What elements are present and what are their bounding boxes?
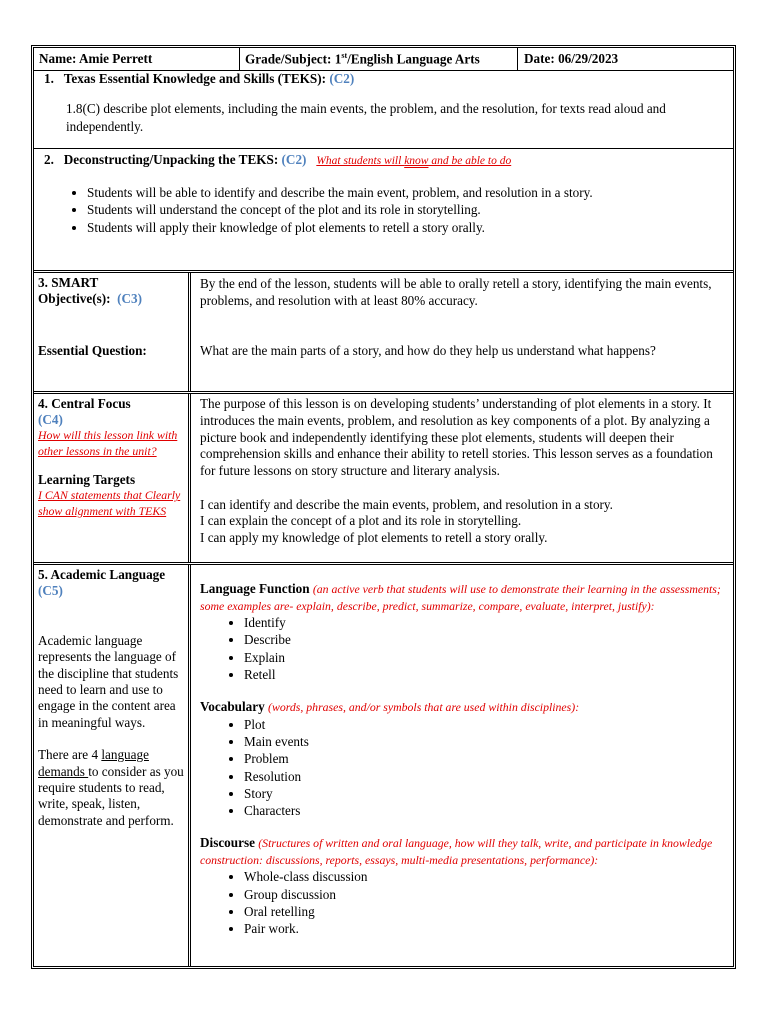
- language-function-label: Language Function: [200, 581, 310, 596]
- essential-question-text: What are the main parts of a story, and how do they help us understand what happens?: [200, 343, 656, 358]
- list-item: • Students will be able to identify and describe the main event, problem, and resolution in a story.: [87, 184, 723, 201]
- central-focus-code: (C4): [38, 412, 63, 427]
- grade-cell: [245, 51, 480, 67]
- header-divider-2: [517, 48, 518, 70]
- unpacking-number: 2.: [44, 152, 54, 167]
- grade-rest: /English Language Arts: [347, 51, 480, 67]
- academic-language-label-cell: [34, 565, 191, 966]
- learning-targets-hint: I CAN statements that Clearly show alignment with TEKS: [38, 488, 181, 518]
- smart-content-cell: [194, 273, 733, 391]
- list-item: • Problem: [244, 750, 727, 767]
- list-item: • Story: [244, 785, 727, 802]
- teks-number: 1.: [44, 71, 54, 86]
- name-cell: [39, 51, 152, 67]
- unpacking-code: (C2): [281, 152, 307, 167]
- list-item: • Pair work.: [244, 920, 727, 937]
- list-item: • Oral retelling: [244, 903, 727, 920]
- discourse-list: [200, 868, 727, 937]
- vocabulary-list: [200, 716, 727, 820]
- learning-targets-label: Learning Targets: [38, 472, 136, 487]
- grade-label: Grade/Subject:: [245, 51, 332, 67]
- central-focus-text: The purpose of this lesson is on developing students’ understanding of plot elements in a story. It introduces the main events, problem, and resolution as key components of a plot. By analyzing a picture book and independently identifying these plot elements, students will deepen their comprehension skills and enhance their ability to retell stories. This lesson serves as a foundation for future lessons on story structure and literary analysis.: [200, 396, 713, 479]
- vocabulary-label: Vocabulary: [200, 699, 265, 715]
- central-focus-hint: How will this lesson link with other lessons in the unit?: [38, 428, 178, 458]
- discourse: [200, 835, 727, 868]
- list-item: • Describe: [244, 631, 727, 648]
- teks-section: [34, 70, 733, 148]
- learning-targets-list: [200, 497, 727, 547]
- list-item: • Retell: [244, 666, 727, 683]
- list-item: • Students will understand the concept of the plot and its role in storytelling.: [87, 201, 723, 218]
- central-focus-content-cell: [194, 394, 733, 562]
- academic-language-code: (C5): [38, 583, 63, 599]
- list-item: • Resolution: [244, 768, 727, 785]
- academic-language-desc: Academic language represents the language of the discipline that students need to learn and use to engage in the content area in meaningful ways.: [38, 632, 179, 730]
- language-function-list: [200, 614, 727, 683]
- list-item: • Identify: [244, 614, 727, 631]
- language-demands-text: There are 4 language demands to consider as you require students to read, write, speak, listen, demonstrate and perform.: [38, 747, 184, 828]
- smart-objective: By the end of the lesson, students will be able to orally retell a story, identifying the main events, problems, and resolution with at least 80% accuracy.: [200, 276, 712, 308]
- teks-text: 1.8(C) describe plot elements, including the main events, the problem, and the resolution, for texts read aloud and independently.: [66, 101, 666, 134]
- list-item: • Main events: [244, 733, 727, 750]
- central-focus-section: [34, 391, 733, 562]
- smart-title: 3. SMART: [38, 275, 99, 290]
- header-row: [34, 48, 733, 70]
- academic-language-section: [34, 562, 733, 966]
- list-item: I can explain the concept of a plot and its role in storytelling.: [200, 513, 522, 529]
- teks-heading: [44, 71, 354, 87]
- name-label: Name:: [39, 51, 77, 66]
- lesson-plan-table: [31, 45, 736, 969]
- unpacking-hint: What students will know and be able to do: [316, 155, 512, 167]
- teks-title: Texas Essential Knowledge and Skills (TEKS):: [63, 71, 327, 86]
- vocabulary: [200, 699, 727, 716]
- header-divider-1: [239, 48, 240, 70]
- central-focus-label-cell: [34, 394, 191, 562]
- date-label: Date:: [524, 51, 555, 66]
- smart-label-cell: [34, 273, 191, 391]
- vocabulary-hint: (words, phrases, and/or symbols that are used within disciplines):: [268, 700, 580, 715]
- smart-code: (C3): [117, 291, 142, 306]
- list-item: • Whole-class discussion: [244, 868, 727, 885]
- smart-section: [34, 270, 733, 391]
- academic-language-title: 5. Academic Language: [38, 567, 166, 582]
- list-item: I can identify and describe the main events, problem, and resolution in a story.: [200, 496, 613, 512]
- date-cell: [524, 51, 618, 67]
- smart-title-line2: Objective(s): (C3): [38, 291, 142, 306]
- list-item: • Characters: [244, 802, 727, 819]
- central-focus-title: 4. Central Focus: [38, 396, 131, 411]
- date-value: 06/29/2023: [558, 51, 619, 66]
- academic-language-content-cell: [194, 565, 733, 966]
- teks-code: (C2): [329, 71, 355, 86]
- unpacking-heading: [44, 152, 511, 170]
- unpacking-section: [34, 148, 733, 270]
- unpacking-title: Deconstructing/Unpacking the TEKS:: [63, 152, 279, 167]
- name-value: Amie Perrett: [78, 51, 153, 66]
- grade-sup: st: [341, 51, 348, 60]
- list-item: • Plot: [244, 716, 727, 733]
- language-function: [200, 581, 727, 614]
- list-item: I can apply my knowledge of plot elements to retell a story orally.: [200, 529, 548, 545]
- list-item: • Students will apply their knowledge of plot elements to retell a story orally.: [87, 219, 723, 236]
- language-function-hint: (an active verb that students will use to demonstrate their learning in the assessments; some examples are- explain, describe, predict, summarize, compare, evaluate, interpret, justify):: [200, 582, 721, 613]
- discourse-hint: (Structures of written and oral language, how will they talk, write, and participate in knowledge construction: discussions, reports, essays, multi-media presentations, performance):: [200, 836, 713, 867]
- list-item: • Group discussion: [244, 886, 727, 903]
- list-item: • Explain: [244, 649, 727, 666]
- discourse-label: Discourse: [200, 835, 255, 851]
- language-demands-link: language demands: [38, 747, 149, 779]
- grade-num: 1: [334, 51, 342, 67]
- unpacking-list: [42, 184, 723, 236]
- essential-question-label: Essential Question:: [38, 343, 147, 358]
